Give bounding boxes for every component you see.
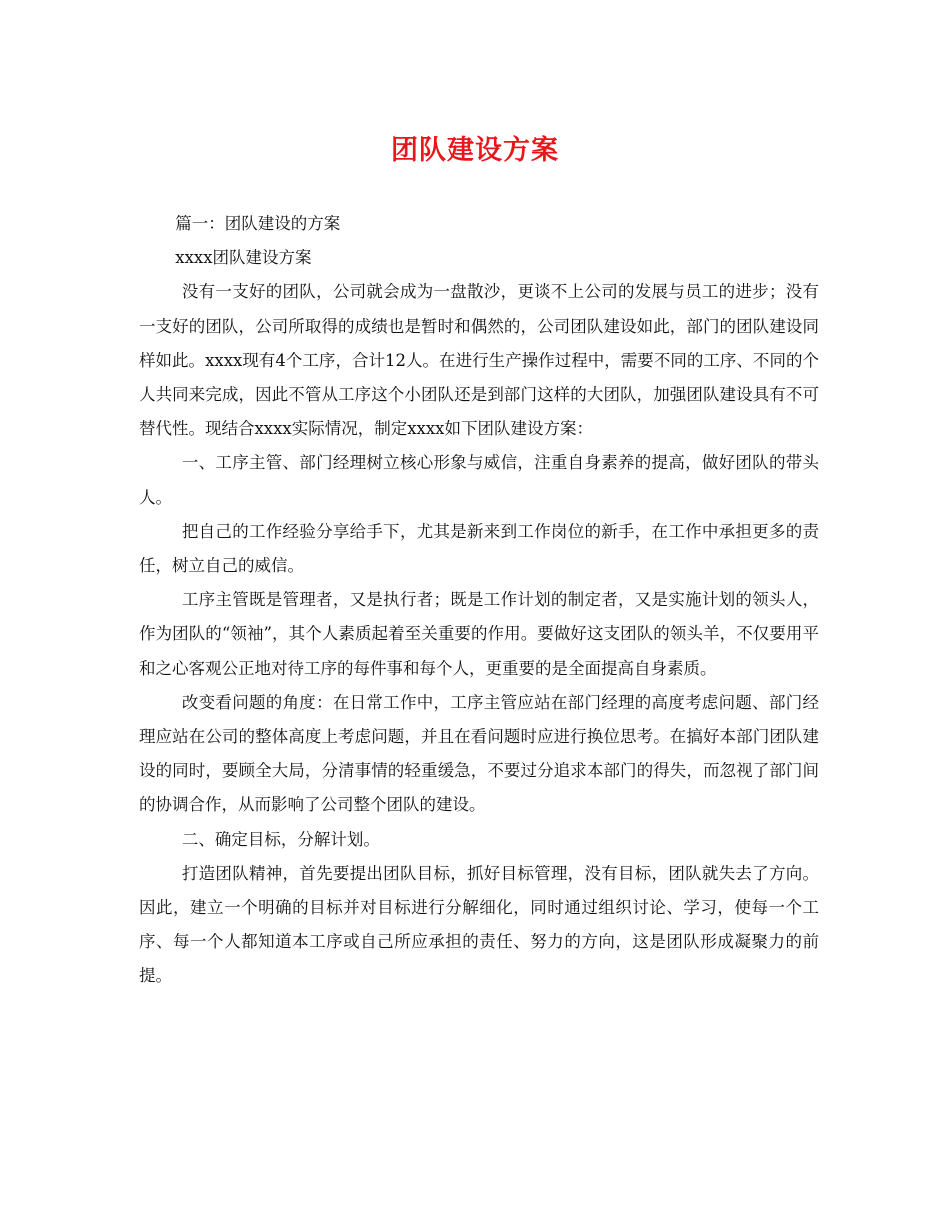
document-body — [139, 207, 819, 994]
paragraph: 一、工序主管、部门经理树立核心形象与威信，注重自身素养的提高，做好团队的带头人。 — [139, 453, 819, 507]
document-title: 团队建设方案 — [391, 135, 559, 166]
paragraph: 没有一支好的团队，公司就会成为一盘散沙，更谈不上公司的发展与员工的进步；没有一支好的团队，公司所取得的成绩也是暂时和偶然的，公司团队建设如此，部门的团队建设同样如此。xxxx现有4个工序，合计12人。在进行生产操作过程中，需要不同的工序、不同的个人共同来完成，因此不管从工序这个小团队还是到部门这样的大团队，加强团队建设具有不可替代性。现结合xxxx实际情况，制定xxxx如下团队建设方案： — [139, 282, 819, 439]
section-heading: 篇一：团队建设的方案 — [175, 214, 341, 233]
paragraph: 工序主管既是管理者，又是执行者；既是工作计划的制定者，又是实施计划的领头人，作为团队的“领袖”，其个人素质起着至关重要的作用。要做好这支团队的领头羊，不仅要用平和之心客观公正地对待工序的每件事和每个人，更重要的是全面提高自身素质。 — [139, 590, 819, 678]
paragraph: 打造团队精神，首先要提出团队目标，抓好目标管理，没有目标，团队就失去了方向。因此，建立一个明确的目标并对目标进行分解细化，同时通过组织讨论、学习，使每一个工序、每一个人都知道本工序或自己所应承担的责任、努力的方向，这是团队形成凝聚力的前提。 — [139, 863, 819, 986]
paragraph: 改变看问题的角度：在日常工作中，工序主管应站在部门经理的高度考虑问题、部门经理应站在公司的整体高度上考虑问题，并且在看问题时应进行换位思考。在搞好本部门团队建设的同时，要顾全大局，分清事情的轻重缓急，不要过分追求本部门的得失，而忽视了部门间的协调合作，从而影响了公司整个团队的建设。 — [139, 692, 819, 815]
subtitle-line: xxxx团队建设方案 — [175, 248, 312, 268]
paragraph: 把自己的工作经验分享给手下，尤其是新来到工作岗位的新手，在工作中承担更多的责任，树立自己的威信。 — [139, 521, 819, 576]
paragraph: 二、确定目标，分解计划。 — [181, 829, 380, 849]
